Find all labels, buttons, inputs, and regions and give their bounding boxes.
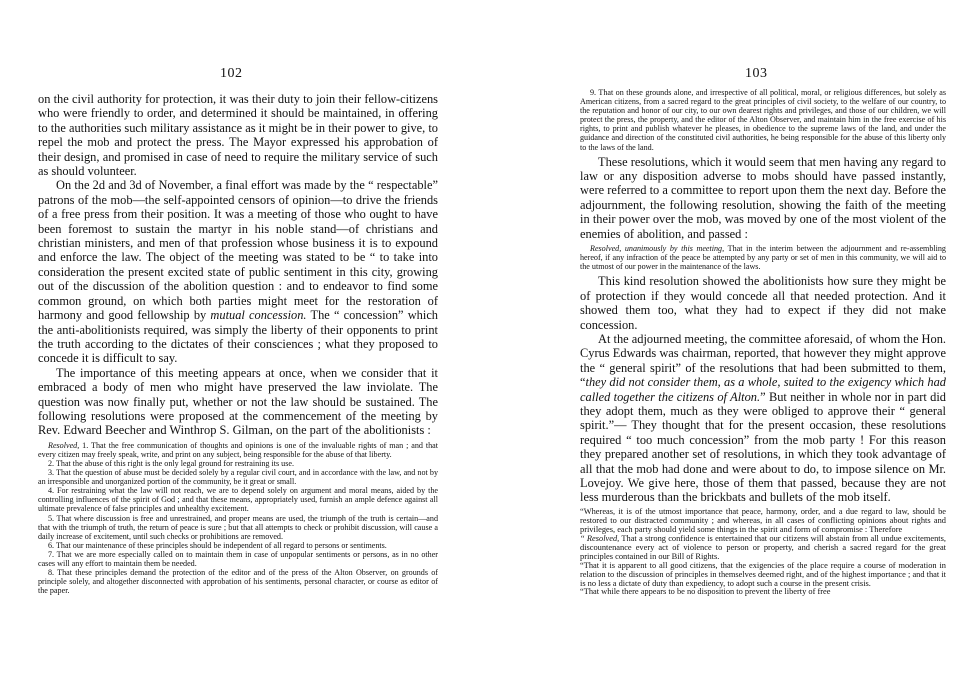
mob-resolution: “That it is apparent to all good citizens, that the exigencies of the place require a course of moderation in relation to the discussion of principles in themselves deemed right, and of the highest importance ; and that it is no less a dictate of duty than expediency, to adopt such a course in the present crisis.	[580, 560, 946, 588]
resolution-item: 8. That these principles demand the protection of the editor and of the press of the Alton Observer, on grounds of principle solely, and altogether disconnected with approbation of his sentiments, personal character, or course as editor of the paper.	[38, 568, 438, 596]
resolution-item: 2. That the abuse of this right is the only legal ground for restraining its use.	[48, 458, 294, 468]
right-text-column	[580, 88, 946, 597]
italic-phrase: mutual concession.	[210, 308, 307, 323]
resolution-item: 7. That we are more especially called on to maintain them in case of unpopular sentiments or persons, as in no other cases will any effort to maintain them be needed.	[38, 549, 438, 568]
resolution-item: 5. That where discussion is free and unrestrained, and proper means are used, the triumph of the truth is certain—and that with the triumph of truth, the return of peace is sure ; but that all attempts to check or prohibit discussion, will cause a daily increase of excitement, until such checks or prohibitions are removed.	[38, 513, 438, 541]
mob-resolution: “That while there appears to be no disposition to prevent the liberty of free	[580, 587, 831, 597]
resolution-item: Resolved, 1. That the free communication of thoughts and opinions is one of the invaluable rights of man ; and that every citizen may freely speak, write, and print on any subject, being responsible for the abuse of that liberty.	[38, 440, 438, 459]
page-number-left: 102	[220, 66, 243, 81]
resolution-item: Resolved, unanimously by this meeting, That in the interim between the adjournment and re-assembling hereof, if any infraction of the peace be attempted by any party or set of men in this community, we will aid to the utmost of our power in the maintenance of the laws.	[580, 244, 946, 272]
resolution-item: 6. That our maintenance of these principles should be independent of all regard to persons or sentiments.	[48, 540, 387, 550]
resolution-item: 9. That on these grounds alone, and irrespective of all political, moral, or religious differences, but solely as American citizens, from a sacred regard to the great principles of civil society, to the welfare of our country, to the reputation and honor of our city, to our own dearest rights and privileges, and those of our children, we will protect the press, the property, and the editor of the Alton Observer, and maintain him in the free exercise of his rights, to print and publish whatever he pleases, in obedience to the supreme laws of the land, and under the guidance and direction of the constituted civil authorities, he being responsible for the abuse of this liberty only to the laws of the land.	[580, 88, 946, 152]
resolution-item: 4. For restraining what the law will not reach, we are to depend solely on argument and moral means, aided by the controlling influences of the spirit of God ; and that these means, appropriately used, furnish an ample defence against all ultimate prevalence of false principles and unhealthy excitement.	[38, 486, 438, 514]
mob-resolution: “Whereas, it is of the utmost importance that peace, harmony, order, and a due regard to law, should be restored to our distracted community ; and whereas, in all cases of conflicting opinions about rights and privileges, each party should yield some things in the spirit and form of compromise : Therefore	[580, 506, 946, 534]
mob-resolution: “ Resolved, That a strong confidence is entertained that our citizens will abstain from all undue excitements, discountenance every act of violence to person or property, and cherish a sacred regard for the great principles contained in our Bill of Rights.	[580, 533, 946, 561]
resolution-item: 3. That the question of abuse must be decided solely by a regular civil court, and in accordance with the law, and not by an irresponsible and unorganized portion of the community, be it great or small.	[38, 468, 438, 487]
italic-quote: they did not consider them, as a whole, suited to the exigency which had called together the citizens of Alton.	[580, 375, 946, 404]
paragraph: on the civil authority for protection, it was their duty to join their fellow-citizens who were friendly to order, and determined it should be maintained, in offering to the authorities such military assistance as it might be in their power to give, to repel the mob and protect the press. The Mayor expressed his approbation of their design, and promised in case of need to require the military service of such as should volunteer.	[38, 92, 438, 179]
paragraph: These resolutions, which it would seem that men having any regard to law or any disposition adverse to mobs should have passed instantly, were referred to a committee to report upon them the next day. Before the adjournment, the following resolution, showing the faith of the meeting in their power over the mob, was moved by one of the most violent of the enemies of abolition, and passed :	[580, 154, 946, 241]
paragraph: On the 2d and 3d of November, a final effort was made by the “ respectable” patrons of the mob—the self-appointed censors of opinion—to drive the friends of a free press from their position. It was a meeting of those who ought to have been foremost to sustain the martyr in his noble stand—of christians and christian ministers, and men of that profession whose business it is to expound and enforce the law. The object of the meeting was stated to be “ to take into consideration the present excited state of public sentiment in this city, growing out of the discussion of the abolition question : and to endeavor to find some common ground, on which both parties might meet for the restoration of harmony and good fellowship by mutual concession. The “ concession” which the anti-abolitionists required, was simply the liberty of their opponents to print the truth according to the dictates of their consciences ; what they proposed to concede it is difficult to say.	[38, 178, 439, 366]
paragraph: This kind resolution showed the abolitionists how sure they might be of protection if they would concede all that needed protection. And it showed them too, what they had to expect if they did not make concession.	[580, 274, 946, 332]
paragraph: At the adjourned meeting, the committee aforesaid, of whom the Hon. Cyrus Edwards was chairman, reported, that however they might approve the “ general spirit” of the resolutions that had been submitted to them, “they did not consider them, as a whole, suited to the exigency which had called together the citizens of Alton.” But neither in whole nor in part did they adopt them, much as they were obliged to approve their “ general spirit.”— They thought that for the present occasion, these resolutions required “ too much concession” from the mob party ! For this reason they prepared another set of resolutions, in which they took advantage of all that the mob had done and were about to do, to impose silence on Mr. Lovejoy. We give here, those of them that passed, because they are not less murderous than the brickbats and bullets of the mob itself.	[580, 332, 946, 505]
page-number-right: 103	[745, 66, 768, 81]
paragraph: The importance of this meeting appears at once, when we consider that it embraced a body of men who might have preserved the law inviolate. The question was now finally put, whether or not the law should be sustained. The following resolutions were proposed at the commencement of the meeting by Rev. Edward Beecher and Winthrop S. Gilman, on the part of the abolitionists :	[38, 365, 438, 438]
left-text-column	[38, 92, 438, 595]
right-page	[490, 0, 980, 691]
